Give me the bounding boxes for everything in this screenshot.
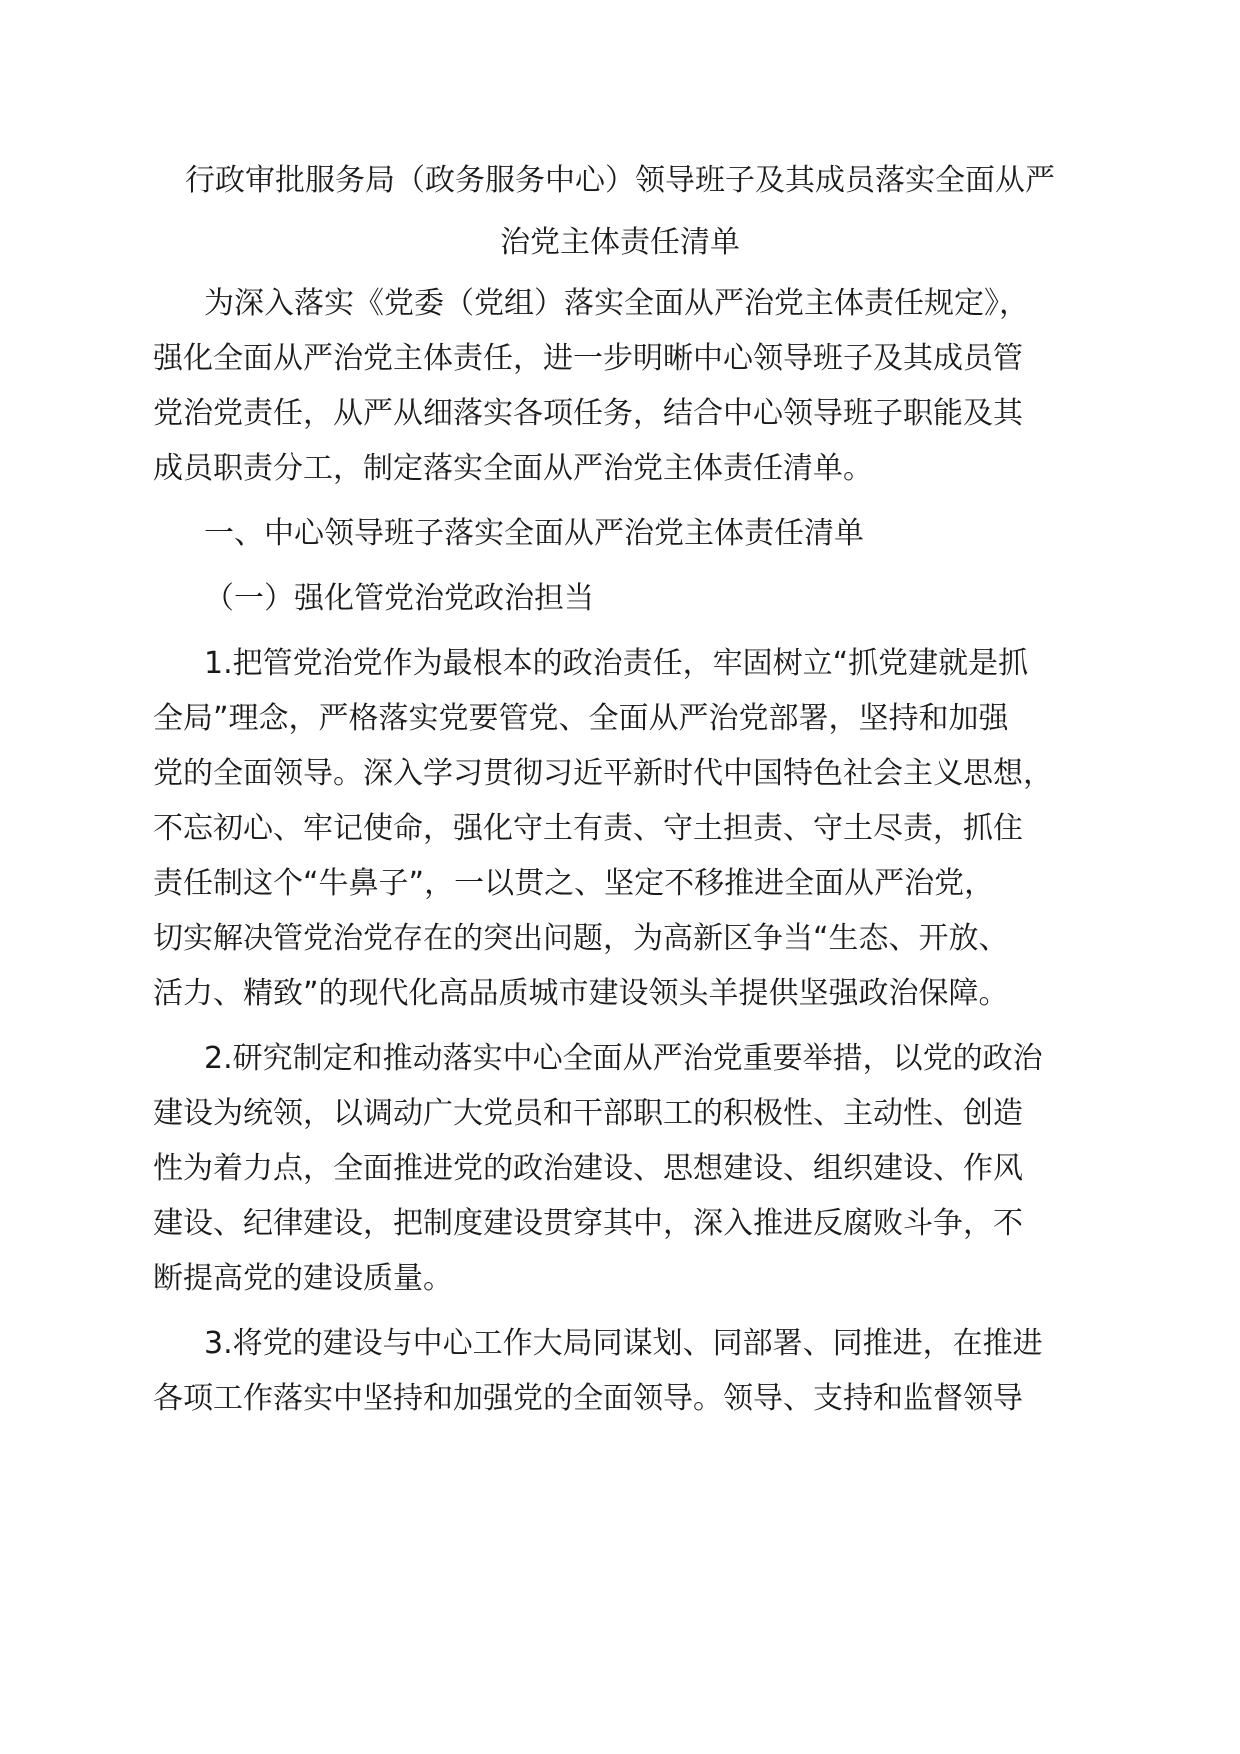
- item-2-line: 2.研究制定和推动落实中心全面从严治党重要举措，以党的政治: [204, 1041, 1043, 1076]
- item-1-line: 活力、精致”的现代化高品质城市建设领头羊提供坚强政治保障。: [153, 976, 1009, 1011]
- item-2-line: 建设为统领，以调动广大党员和干部职工的积极性、主动性、创造: [153, 1096, 1023, 1131]
- item-2-line: 建设、纪律建设，把制度建设贯穿其中，深入推进反腐败斗争，不: [153, 1206, 1023, 1241]
- intro-paragraph-line: 强化全面从严治党主体责任，进一步明晰中心领导班子及其成员管: [153, 341, 1023, 376]
- item-3-line: 3.将党的建设与中心工作大局同谋划、同部署、同推进，在推进: [204, 1326, 1043, 1361]
- item-1-line: 责任制这个“牛鼻子”，一以贯之、坚定不移推进全面从严治党，: [153, 866, 995, 901]
- section-heading: 一、中心领导班子落实全面从严治党主体责任清单: [204, 516, 864, 551]
- intro-paragraph-line: 党治党责任，从严从细落实各项任务，结合中心领导班子职能及其: [153, 396, 1023, 431]
- item-1-line: 1.把管党治党作为最根本的政治责任，牢固树立“抓党建就是抓: [204, 646, 1029, 681]
- intro-paragraph-line: 为深入落实《党委（党组）落实全面从严治党主体责任规定》，: [204, 286, 1029, 321]
- item-1-line: 党的全面领导。深入学习贯彻习近平新时代中国特色社会主义思想，: [153, 756, 1053, 791]
- item-1-line: 不忘初心、牢记使命，强化守土有责、守土担责、守土尽责，抓住: [153, 811, 1023, 846]
- subsection-heading: （一）强化管党治党政治担当: [204, 581, 594, 616]
- item-2-line: 性为着力点，全面推进党的政治建设、思想建设、组织建设、作风: [153, 1151, 1023, 1186]
- item-2-line: 断提高党的建设质量。: [153, 1261, 453, 1296]
- document-title-line-2: 治党主体责任清单: [500, 225, 740, 260]
- intro-paragraph-line: 成员职责分工，制定落实全面从严治党主体责任清单。: [153, 451, 873, 486]
- item-1-line: 全局”理念，严格落实党要管党、全面从严治党部署，坚持和加强: [153, 701, 1009, 736]
- document-title-line-1: 行政审批服务局（政务服务中心）领导班子及其成员落实全面从严: [185, 163, 1055, 198]
- item-1-line: 切实解决管党治党存在的突出问题，为高新区争当“生态、开放、: [153, 921, 1009, 956]
- item-3-line: 各项工作落实中坚持和加强党的全面领导。领导、支持和监督领导: [153, 1381, 1023, 1416]
